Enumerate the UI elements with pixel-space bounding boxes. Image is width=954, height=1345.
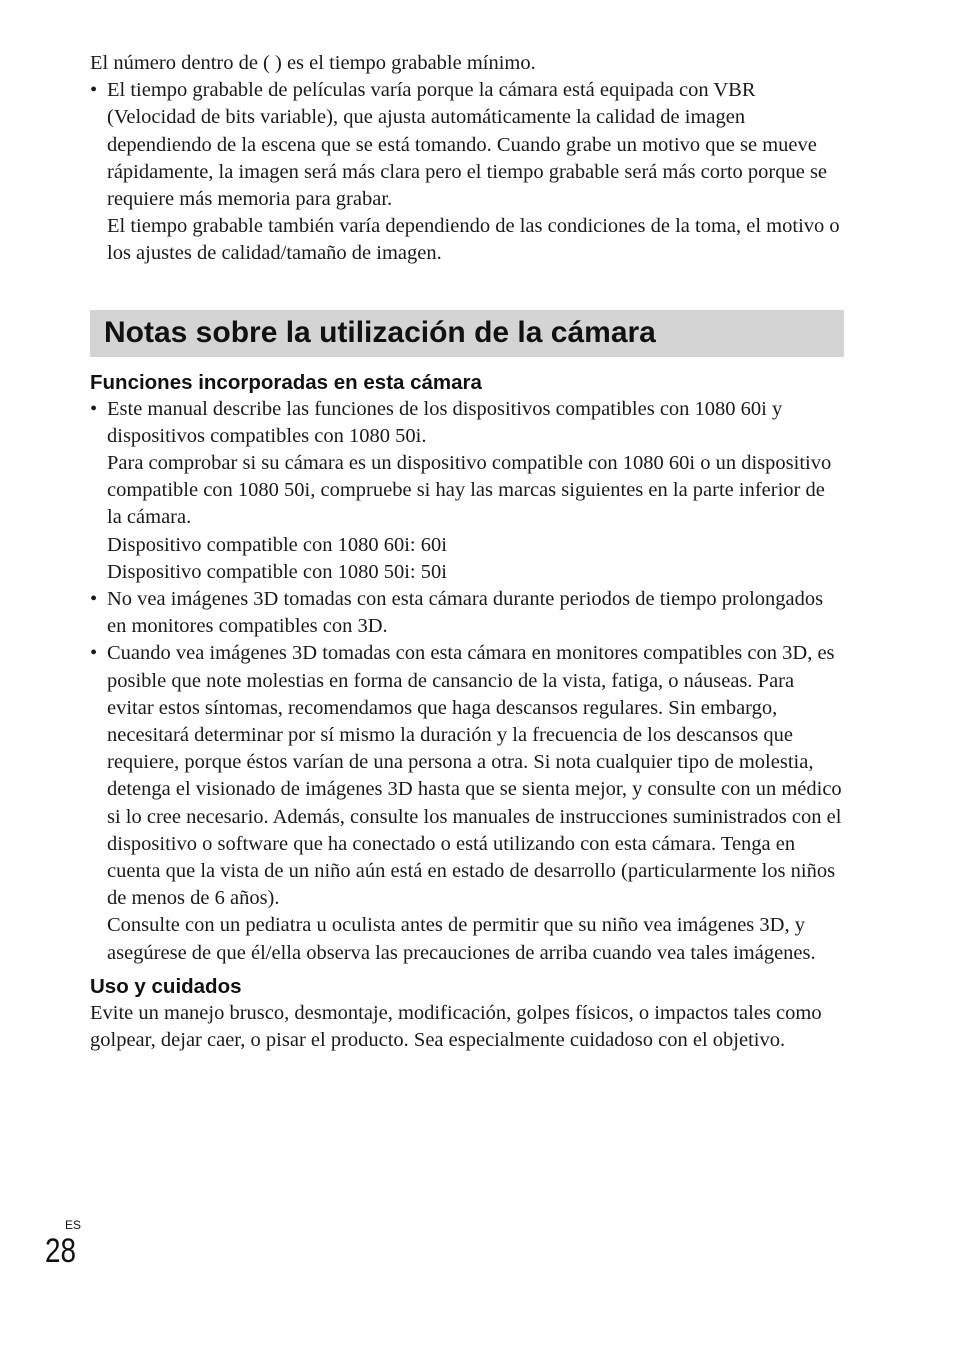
page-content <box>90 50 844 1054</box>
intro-lead: El número dentro de ( ) es el tiempo grabable mínimo. <box>90 52 536 74</box>
page-footer <box>45 1218 83 1270</box>
bullet-paragraph: Dispositivo compatible con 1080 50i: 50i <box>107 560 447 583</box>
bullet-paragraph: • Cuando vea imágenes 3D tomadas con esta cámara en monitores compatibles con 3D, es posible que note molestias en forma de cansancio de la vista, fatiga, o náuseas. Para evitar estos síntomas, recomendamos que haga descansos regulares. Sin embargo, necesitará determinar por sí mismo la duración y la frecuencia de los descansos que requiere, porque éstos varían de una persona a otra. Si nota cualquier tipo de molestia, detenga el visionado de imágenes 3D hasta que se sienta mejor, y consulte con un médico si lo cree necesario. Además, consulte los manuales de instrucciones suministrados con el dispositivo o software que ha conectado o está utilizando con esta cámara. Tenga en cuenta que la vista de un niño aún está en estado de desarrollo (particularmente los niños de menos de 6 años). <box>107 642 842 910</box>
section-title: Notas sobre la utilización de la cámara <box>104 315 656 349</box>
functions-bullet-list <box>90 396 844 967</box>
bullet-paragraph: • No vea imágenes 3D tomadas con esta cámara durante periodos de tiempo prolongados en monitores compatibles con 3D. <box>107 588 824 638</box>
bullet-paragraph: El tiempo grabable también varía dependiendo de las condiciones de la toma, el motivo o los ajustes de calidad/tamaño de imagen. <box>107 215 840 265</box>
bullet-paragraph: • El tiempo grabable de películas varía porque la cámara está equipada con VBR (Velocidad de bits variable), que ajusta automáticamente la calidad de imagen dependiendo de la escena que se está tomando. Cuando grabe un motivo que se mueve rápidamente, la imagen será más clara pero el tiempo grabable será más corto porque se requiere más memoria para grabar. <box>107 79 828 211</box>
bullet-paragraph: Para comprobar si su cámara es un dispositivo compatible con 1080 60i o un dispositivo compatible con 1080 50i, compruebe si hay las marcas siguientes en la parte inferior de la cámara. <box>107 452 832 529</box>
functions-heading: Funciones incorporadas en esta cámara <box>90 370 482 394</box>
care-heading: Uso y cuidados <box>90 974 242 998</box>
section-title-bar <box>90 310 844 357</box>
intro-bullet-vbr <box>90 77 844 267</box>
intro-bullet-list <box>90 77 844 267</box>
language-code: ES <box>65 1218 82 1232</box>
care-text: Evite un manejo brusco, desmontaje, modificación, golpes físicos, o impactos tales como golpear, dejar caer, o pisar el producto. Sea especialmente cuidadoso con el objetivo. <box>90 1001 822 1052</box>
bullet-compatible-devices <box>90 396 844 586</box>
bullet-3d-discomfort <box>90 640 844 966</box>
bullet-paragraph: Consulte con un pediatra u oculista antes de permitir que su niño vea imágenes 3D, y asegúrese de que él/ella observa las precauciones de arriba cuando vea tales imágenes. <box>107 914 816 964</box>
bullet-paragraph: • Este manual describe las funciones de los dispositivos compatibles con 1080 60i y dispositivos compatibles con 1080 50i. <box>107 397 783 447</box>
bullet-3d-duration <box>90 586 844 640</box>
page-number: 28 <box>45 1232 77 1270</box>
bullet-paragraph: Dispositivo compatible con 1080 60i: 60i <box>107 533 447 556</box>
